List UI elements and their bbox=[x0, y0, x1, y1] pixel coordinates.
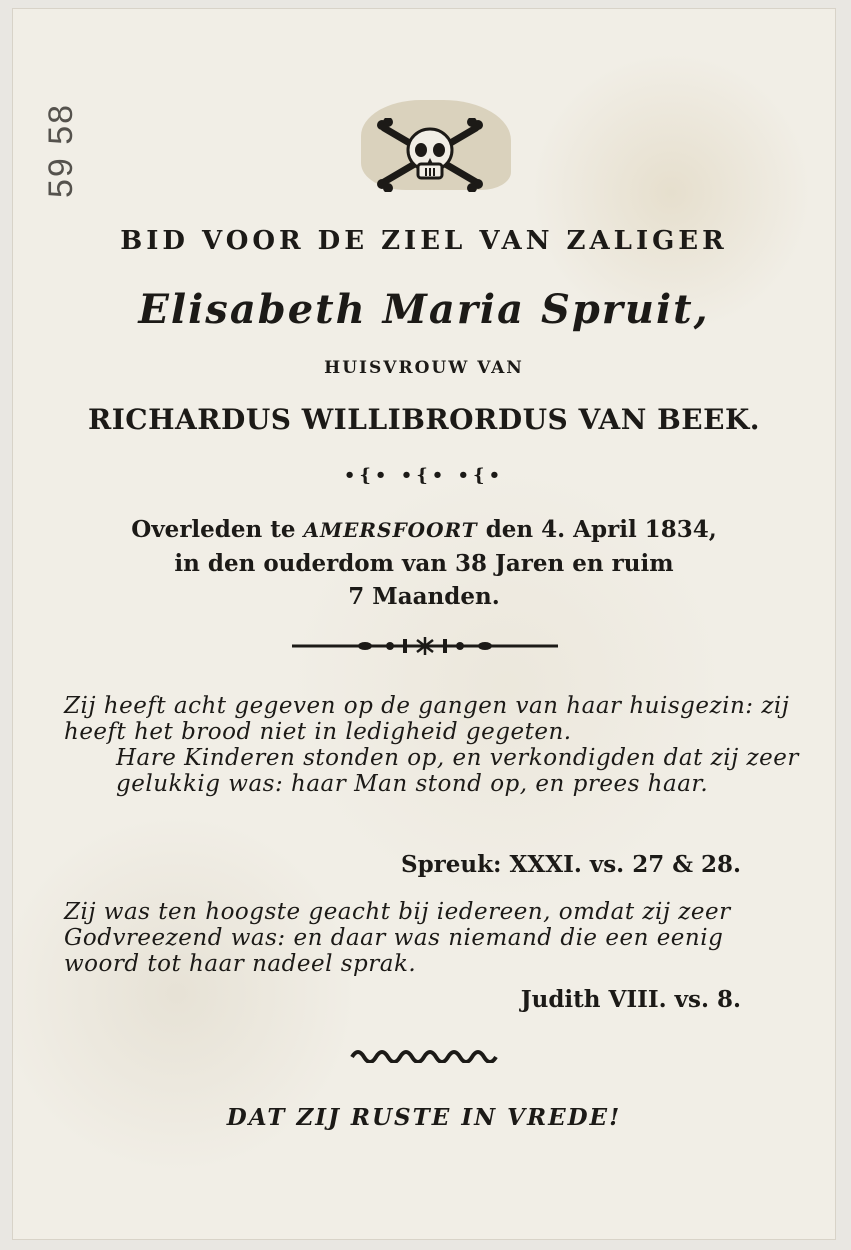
proverbs-quote bbox=[64, 693, 799, 797]
closing-blessing: DAT ZIJ RUSTE IN VREDE! bbox=[226, 1104, 622, 1131]
death-place: AMERSFOORT bbox=[303, 518, 478, 542]
death-notice bbox=[12, 513, 836, 613]
relation-line: HUISVROUW VAN bbox=[324, 358, 524, 378]
judith-reference: Judith VIII. vs. 8. bbox=[520, 986, 741, 1013]
prayer-line: BID VOOR DE ZIEL VAN ZALIGER bbox=[120, 226, 728, 256]
spouse-name: RICHARDUS WILLIBRORDUS VAN BEEK. bbox=[87, 403, 761, 436]
death-notice-line2: in den ouderdom van 38 Jaren en ruim bbox=[174, 550, 674, 577]
skull-crossbones-icon bbox=[374, 118, 486, 192]
proverbs-reference: Spreuk: XXXI. vs. 27 & 28. bbox=[400, 851, 741, 878]
memorial-card bbox=[12, 8, 836, 1240]
inventory-number: 59 58 bbox=[42, 102, 80, 198]
ornamental-rule-icon bbox=[290, 636, 560, 656]
wave-ornament-icon bbox=[350, 1045, 500, 1063]
judith-quote: Zij was ten hoogste geacht bij iedereen, omdat zij zeer Godvreezend was: en daar was niemand die een eenig woord tot haar nadeel sprak. bbox=[64, 899, 731, 977]
proverbs-para2: Hare Kinderen stonden op, en verkondigden dat zij zeer gelukkig was: haar Man stond op, en prees haar. bbox=[116, 745, 799, 797]
death-notice-line1: Overleden te AMERSFOORT den 4. April 1834, bbox=[131, 516, 717, 543]
deceased-name: Elisabeth Maria Spruit, bbox=[138, 286, 710, 333]
dot-ornament: •{• •{• •{• bbox=[343, 465, 505, 486]
proverbs-para1: Zij heeft acht gegeven op de gangen van haar huisgezin: zij heeft het brood niet in ledigheid gegeten. bbox=[64, 693, 790, 745]
death-notice-line3: 7 Maanden. bbox=[348, 583, 500, 610]
